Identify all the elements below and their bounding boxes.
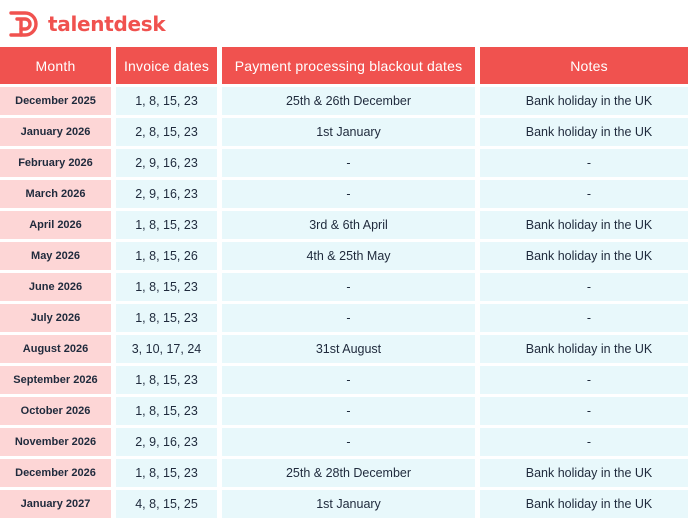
notes-cell: Bank holiday in the UK — [480, 242, 688, 270]
invoice-dates-cell: 3, 10, 17, 24 — [116, 335, 217, 363]
month-cell: January 2026 — [0, 118, 111, 146]
invoice-dates-cell: 1, 8, 15, 23 — [116, 87, 217, 115]
invoice-dates-cell: 1, 8, 15, 23 — [116, 273, 217, 301]
blackout-dates-cell: - — [222, 273, 475, 301]
blackout-dates-cell: 1st January — [222, 490, 475, 518]
notes-cell: Bank holiday in the UK — [480, 211, 688, 239]
month-cell: March 2026 — [0, 180, 111, 208]
invoice-dates-cell: 2, 9, 16, 23 — [116, 180, 217, 208]
month-cell: September 2026 — [0, 366, 111, 394]
notes-cell: Bank holiday in the UK — [480, 335, 688, 363]
notes-cell: - — [480, 149, 688, 177]
blackout-dates-cell: - — [222, 304, 475, 332]
month-cell: May 2026 — [0, 242, 111, 270]
notes-cell: Bank holiday in the UK — [480, 87, 688, 115]
month-cell: February 2026 — [0, 149, 111, 177]
invoice-dates-cell: 4, 8, 15, 25 — [116, 490, 217, 518]
notes-cell: - — [480, 304, 688, 332]
column-header-blackout-dates: Payment processing blackout dates — [222, 47, 475, 84]
blackout-dates-cell: - — [222, 149, 475, 177]
month-cell: October 2026 — [0, 397, 111, 425]
notes-cell: Bank holiday in the UK — [480, 490, 688, 518]
notes-cell: Bank holiday in the UK — [480, 118, 688, 146]
blackout-dates-cell: 25th & 26th December — [222, 87, 475, 115]
blackout-dates-cell: 4th & 25th May — [222, 242, 475, 270]
blackout-dates-cell: - — [222, 428, 475, 456]
month-cell: April 2026 — [0, 211, 111, 239]
month-cell: June 2026 — [0, 273, 111, 301]
invoice-dates-cell: 1, 8, 15, 23 — [116, 366, 217, 394]
month-cell: November 2026 — [0, 428, 111, 456]
invoice-dates-cell: 1, 8, 15, 23 — [116, 459, 217, 487]
invoice-dates-cell: 1, 8, 15, 23 — [116, 397, 217, 425]
invoice-dates-cell: 2, 8, 15, 23 — [116, 118, 217, 146]
blackout-dates-cell: 25th & 28th December — [222, 459, 475, 487]
blackout-dates-cell: - — [222, 397, 475, 425]
month-cell: December 2025 — [0, 87, 111, 115]
invoice-dates-cell: 1, 8, 15, 23 — [116, 211, 217, 239]
talentdesk-logo-icon — [8, 9, 42, 39]
column-header-month: Month — [0, 47, 111, 84]
brand-logo — [8, 9, 165, 39]
notes-cell: Bank holiday in the UK — [480, 459, 688, 487]
blackout-dates-cell: 1st January — [222, 118, 475, 146]
blackout-dates-cell: - — [222, 180, 475, 208]
month-cell: December 2026 — [0, 459, 111, 487]
notes-cell: - — [480, 180, 688, 208]
invoice-dates-cell: 1, 8, 15, 26 — [116, 242, 217, 270]
month-cell: July 2026 — [0, 304, 111, 332]
column-header-invoice-dates: Invoice dates — [116, 47, 217, 84]
notes-cell: - — [480, 397, 688, 425]
invoice-dates-cell: 1, 8, 15, 23 — [116, 304, 217, 332]
notes-cell: - — [480, 366, 688, 394]
notes-cell: - — [480, 273, 688, 301]
notes-cell: - — [480, 428, 688, 456]
blackout-dates-cell: 31st August — [222, 335, 475, 363]
blackout-dates-cell: - — [222, 366, 475, 394]
blackout-dates-cell: 3rd & 6th April — [222, 211, 475, 239]
brand-name: talentdesk — [48, 12, 166, 36]
invoice-schedule-table — [0, 47, 688, 518]
invoice-dates-cell: 2, 9, 16, 23 — [116, 428, 217, 456]
month-cell: January 2027 — [0, 490, 111, 518]
column-header-notes: Notes — [480, 47, 688, 84]
invoice-dates-cell: 2, 9, 16, 23 — [116, 149, 217, 177]
month-cell: August 2026 — [0, 335, 111, 363]
